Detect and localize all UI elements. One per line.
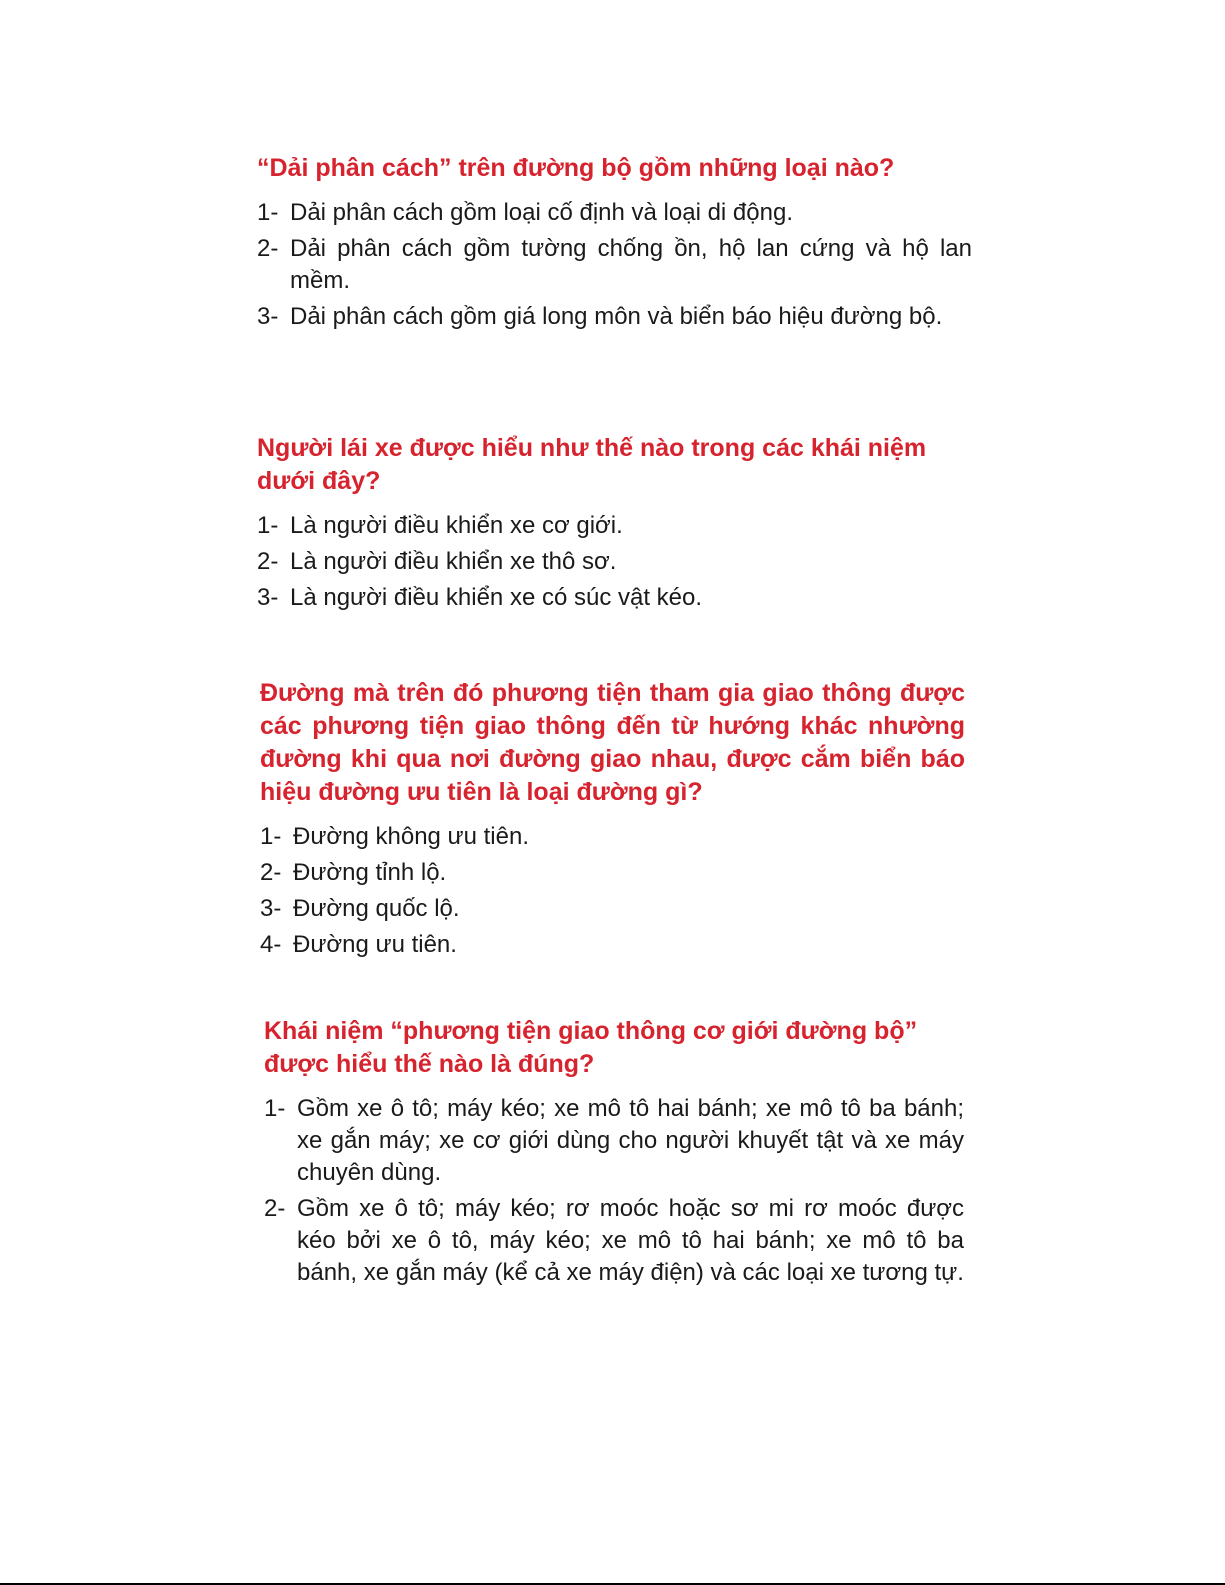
- option-text: Đường quốc lộ.: [293, 895, 460, 922]
- answer-list: [257, 510, 972, 614]
- option-text: Đường tỉnh lộ.: [293, 859, 447, 886]
- option-text: Là người điều khiển xe có súc vật kéo.: [290, 584, 703, 611]
- answer-list: [260, 821, 965, 961]
- answer-list: [257, 197, 972, 333]
- answer-option: [260, 821, 965, 853]
- option-number: 1-: [264, 1095, 286, 1122]
- option-text: Đường không ưu tiên.: [293, 823, 530, 850]
- option-number: 2-: [257, 235, 279, 262]
- option-number: 2-: [264, 1195, 286, 1222]
- answer-option: [257, 197, 972, 229]
- option-text: Gồm xe ô tô; máy kéo; xe mô tô hai bánh; xe mô tô ba bánh; xe gắn máy; xe cơ giới dùng cho người khuyết tật và xe máy chuyên dùng.: [297, 1095, 964, 1186]
- option-text: Dải phân cách gồm loại cố định và loại di động.: [290, 199, 793, 226]
- option-text: Gồm xe ô tô; máy kéo; rơ moóc hoặc sơ mi rơ moóc được kéo bởi xe ô tô, máy kéo; xe mô tô hai bánh; xe mô tô ba bánh, xe gắn máy (kể cả xe máy điện) và các loại xe tương tự.: [297, 1195, 964, 1286]
- option-number: 4-: [260, 931, 282, 958]
- answer-option: [257, 233, 972, 297]
- option-number: 2-: [260, 859, 282, 886]
- option-number: 3-: [260, 895, 282, 922]
- option-text: Đường ưu tiên.: [293, 931, 457, 958]
- option-text: Là người điều khiển xe cơ giới.: [290, 512, 623, 539]
- option-number: 1-: [260, 823, 282, 850]
- option-text: Là người điều khiển xe thô sơ.: [290, 548, 617, 575]
- question-2: [257, 432, 972, 618]
- answer-option: [260, 857, 965, 889]
- option-number: 3-: [257, 303, 279, 330]
- question-3: [260, 677, 965, 965]
- answer-option: [257, 301, 972, 333]
- answer-option: [257, 546, 972, 578]
- answer-option: [260, 893, 965, 925]
- answer-option: [260, 929, 965, 961]
- answer-option: [264, 1093, 964, 1189]
- answer-option: [257, 582, 972, 614]
- question-title: Đường mà trên đó phương tiện tham gia giao thông được các phương tiện giao thông đến từ hướng khác nhường đường khi qua nơi đường giao nhau, được cắm biển báo hiệu đường ưu tiên là loại đường gì?: [260, 679, 965, 806]
- option-text: Dải phân cách gồm giá long môn và biển báo hiệu đường bộ.: [290, 303, 943, 330]
- option-number: 1-: [257, 199, 279, 226]
- question-1: [257, 152, 972, 337]
- option-number: 2-: [257, 548, 279, 575]
- question-title: Người lái xe được hiểu như thế nào trong các khái niệm dưới đây?: [257, 434, 927, 495]
- option-number: 1-: [257, 512, 279, 539]
- question-title: “Dải phân cách” trên đường bộ gồm những loại nào?: [257, 154, 895, 182]
- option-number: 3-: [257, 584, 279, 611]
- answer-option: [264, 1193, 964, 1289]
- question-4: [264, 1015, 964, 1293]
- option-text: Dải phân cách gồm tường chống ồn, hộ lan cứng và hộ lan mềm.: [290, 235, 972, 294]
- answer-list: [264, 1093, 964, 1289]
- answer-option: [257, 510, 972, 542]
- question-title: Khái niệm “phương tiện giao thông cơ giới đường bộ” được hiểu thế nào là đúng?: [264, 1017, 918, 1078]
